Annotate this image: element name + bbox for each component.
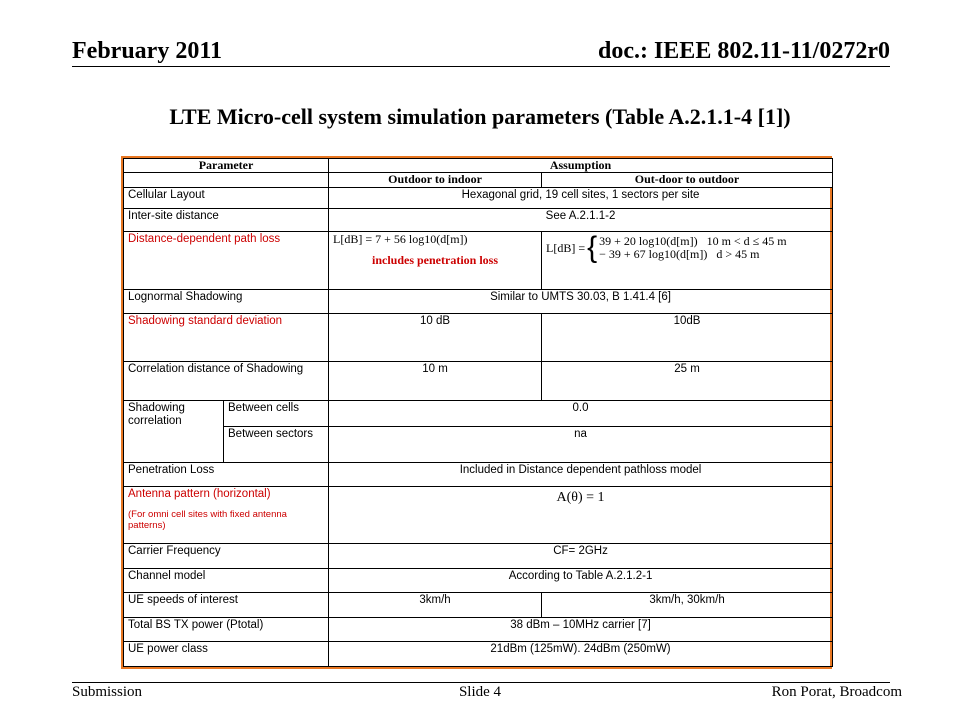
row-label: Shadowing standard deviation <box>124 313 329 361</box>
footer-author: Ron Porat, Broadcom <box>771 684 902 700</box>
row-note: (For omni cell sites with fixed antenna patterns) <box>128 509 287 532</box>
table-row <box>124 289 833 313</box>
table-row <box>124 400 833 427</box>
row-label: Correlation distance of Shadowing <box>124 361 329 400</box>
path-loss-o2i-formula: L[dB] = 7 + 56 log10(d[m]) <box>333 232 468 247</box>
row-value: According to Table A.2.1.2-1 <box>329 568 833 592</box>
path-loss-o2o-lhs: L[dB] = <box>546 240 586 255</box>
row-label: Channel model <box>124 568 329 592</box>
table-row <box>124 568 833 592</box>
header-parameter: Parameter <box>124 159 329 173</box>
o2o-case-1: 39 + 20 log10(d[m]) <box>599 234 698 249</box>
o2o-cond-2: d > 45 m <box>716 247 760 262</box>
row-value: See A.2.1.1-2 <box>329 208 833 231</box>
row-value: Included in Distance dependent pathloss model <box>329 462 833 486</box>
path-loss-o2i-cell <box>329 232 542 289</box>
row-label: Antenna pattern (horizontal) <box>128 488 271 501</box>
sub-label: Between sectors <box>224 427 329 463</box>
footer-submission: Submission <box>72 684 143 700</box>
table-row <box>124 208 833 231</box>
table-row <box>124 427 833 463</box>
row-value-o2i: 3km/h <box>329 593 542 617</box>
row-label: Shadowing correlation <box>124 400 224 462</box>
row-label: UE speeds of interest <box>124 593 329 617</box>
slide-title: LTE Micro-cell system simulation parameters (Table A.2.1.1-4 [1]) <box>169 104 791 129</box>
row-value: 38 dBm – 10MHz carrier [7] <box>329 617 833 641</box>
parameters-table <box>123 158 833 667</box>
header-doc-id: doc.: IEEE 802.11-11/0272r0 <box>597 38 890 64</box>
row-value: Hexagonal grid, 19 cell sites, 1 sectors per site <box>329 187 833 208</box>
table-row <box>124 187 833 208</box>
table-row <box>124 313 833 361</box>
sub-label: Between cells <box>224 400 329 427</box>
header-assumption: Assumption <box>329 159 833 173</box>
row-label: Total BS TX power (Ptotal) <box>124 617 329 641</box>
table-row <box>124 617 833 641</box>
header-outdoor-to-outdoor: Out-door to outdoor <box>542 173 833 187</box>
row-value-o2i: 10 dB <box>329 313 542 361</box>
footer-divider <box>72 682 890 683</box>
row-value: Similar to UMTS 30.03, B 1.41.4 [6] <box>329 289 833 313</box>
row-value-o2o: 3km/h, 30km/h <box>542 593 833 617</box>
row-value: 0.0 <box>329 400 833 427</box>
header-divider <box>72 66 890 67</box>
header-date: February 2011 <box>72 38 222 64</box>
table-row <box>124 544 833 568</box>
o2o-case-2: − 39 + 67 log10(d[m]) <box>599 247 708 262</box>
path-loss-o2o-cell <box>542 232 833 289</box>
table-row <box>124 593 833 617</box>
row-label: Distance-dependent path loss <box>124 232 329 289</box>
header-outdoor-to-indoor: Outdoor to indoor <box>329 173 542 187</box>
table-row <box>124 642 833 667</box>
row-value-o2o: 25 m <box>542 361 833 400</box>
row-label: Inter-site distance <box>124 208 329 231</box>
row-label: Cellular Layout <box>124 187 329 208</box>
row-value-o2i: 10 m <box>329 361 542 400</box>
row-value: na <box>329 427 833 463</box>
row-value-o2o: 10dB <box>542 313 833 361</box>
row-label: UE power class <box>124 642 329 667</box>
row-value: CF= 2GHz <box>329 544 833 568</box>
row-value: 21dBm (125mW). 24dBm (250mW) <box>329 642 833 667</box>
penetration-note: includes penetration loss <box>372 253 499 268</box>
antenna-label-cell <box>124 487 329 544</box>
footer-slide-number: Slide 4 <box>458 684 502 700</box>
row-label: Penetration Loss <box>124 462 329 486</box>
table-row <box>124 361 833 400</box>
header-blank <box>124 173 329 187</box>
row-label: Carrier Frequency <box>124 544 329 568</box>
table-row <box>124 232 833 289</box>
brace-symbol: { <box>587 231 598 265</box>
table-row <box>124 462 833 486</box>
o2o-cond-1: 10 m < d ≤ 45 m <box>706 234 787 249</box>
parameters-table-frame <box>121 156 832 669</box>
row-value: A(θ) = 1 <box>329 487 833 544</box>
table-row <box>124 487 833 544</box>
row-label: Lognormal Shadowing <box>124 289 329 313</box>
